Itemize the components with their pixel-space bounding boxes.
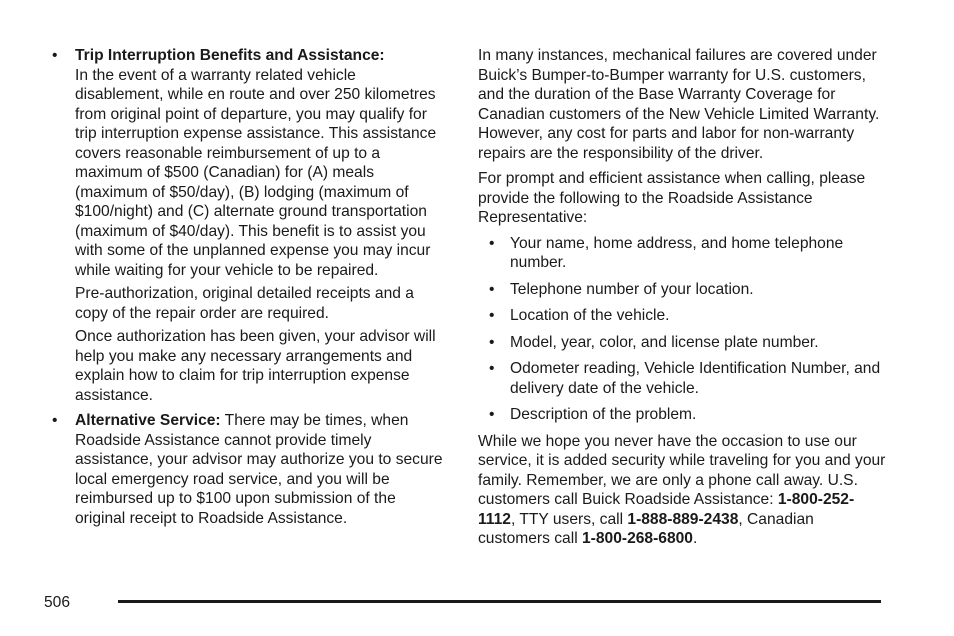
list-item-text: Description of the problem. — [510, 406, 697, 423]
trip-interruption-paragraph — [75, 46, 444, 280]
alternative-service-paragraph — [75, 411, 444, 528]
alternative-service-body: There may be times, when Roadside Assistance cannot provide timely assistance, your advisor may authorize you to secure local emergency road service, and you will be reimbursed up to $100 upon submission of the original receipt to Roadside Assistance. — [75, 412, 443, 527]
list-item-text: Telephone number of your location. — [510, 280, 754, 298]
bullet-icon: • — [52, 47, 58, 64]
bullet-icon: • — [489, 406, 495, 423]
closing-text: While we hope you never have the occasion to use our service, it is added security while traveling for you and your family. Remember, we are only a phone call away. U.S. customers call Buick Roadside Assistance: — [478, 432, 886, 508]
list-item-text: Location of the vehicle. — [510, 307, 670, 324]
us-phone-number: 1-800-252-1112 — [478, 491, 855, 528]
bullet-icon: • — [489, 307, 495, 324]
list-item — [489, 359, 888, 398]
bullet-icon: • — [489, 280, 495, 298]
bullet-icon: • — [52, 412, 58, 429]
prompt-paragraph: For prompt and efficient assistance when calling, please provide the following to the Roadside Assistance Representative: — [478, 170, 866, 226]
closing-text: , Canadian customers call — [478, 510, 814, 547]
closing-paragraph — [478, 432, 888, 549]
list-item — [489, 333, 888, 353]
list-item-text: Odometer reading, Vehicle Identification Number, and delivery date of the vehicle. — [510, 360, 881, 397]
page-number: 506 — [44, 594, 71, 611]
list-item — [489, 234, 888, 273]
closing-text: . — [692, 530, 698, 547]
trip-interruption-body: In the event of a warranty related vehicle disablement, while en route and over 250 kilometres from original point of departure, you may qualify for trip interruption expense assistance. This assistance covers reasonable reimbursement of up to a maximum of $500 (Canadian) for (A) meals (maximum of $50/day), (B) lodging (maximum of $100/night) and (C) alternate ground transportation (maximum of $40/day). This benefit is to assist you with some of the unplanned expense you may incur while waiting for your vehicle to be repaired. — [75, 66, 437, 279]
alternative-service-item — [52, 411, 444, 528]
pre-authorization-paragraph: Pre-authorization, original detailed receipts and a copy of the repair order are required. — [75, 285, 414, 322]
left-column — [52, 46, 444, 528]
footer-rule — [118, 600, 881, 603]
bullet-icon: • — [489, 333, 495, 351]
intro-paragraph: In many instances, mechanical failures are covered under Buick’s Bumper-to-Bumper warranty for U.S. customers, and the duration of the Base Warranty Coverage for Canadian customers of the New Vehicle Limited Warranty. However, any cost for parts and labor for non-warranty repairs are the responsibility of the driver. — [478, 47, 880, 162]
list-item — [489, 280, 888, 300]
trip-interruption-heading: Trip Interruption Benefits and Assistance: — [75, 47, 385, 64]
info-list — [478, 234, 888, 425]
right-column — [478, 46, 888, 549]
tty-phone-number: 1-888-889-2438 — [627, 510, 739, 528]
canada-phone-number: 1-800-268-6800 — [582, 530, 693, 547]
alternative-service-heading: Alternative Service: — [75, 412, 221, 429]
list-item — [489, 405, 888, 425]
bullet-icon: • — [489, 360, 495, 377]
list-item-text: Your name, home address, and home telephone number. — [510, 234, 844, 271]
list-item — [489, 306, 888, 326]
authorization-paragraph: Once authorization has been given, your advisor will help you make any necessary arrangements and explain how to claim for trip interruption expense assistance. — [75, 328, 436, 404]
trip-interruption-item — [52, 46, 444, 405]
list-item-text: Model, year, color, and license plate number. — [510, 333, 819, 351]
bullet-icon: • — [489, 234, 495, 252]
closing-text: , TTY users, call — [510, 510, 628, 528]
